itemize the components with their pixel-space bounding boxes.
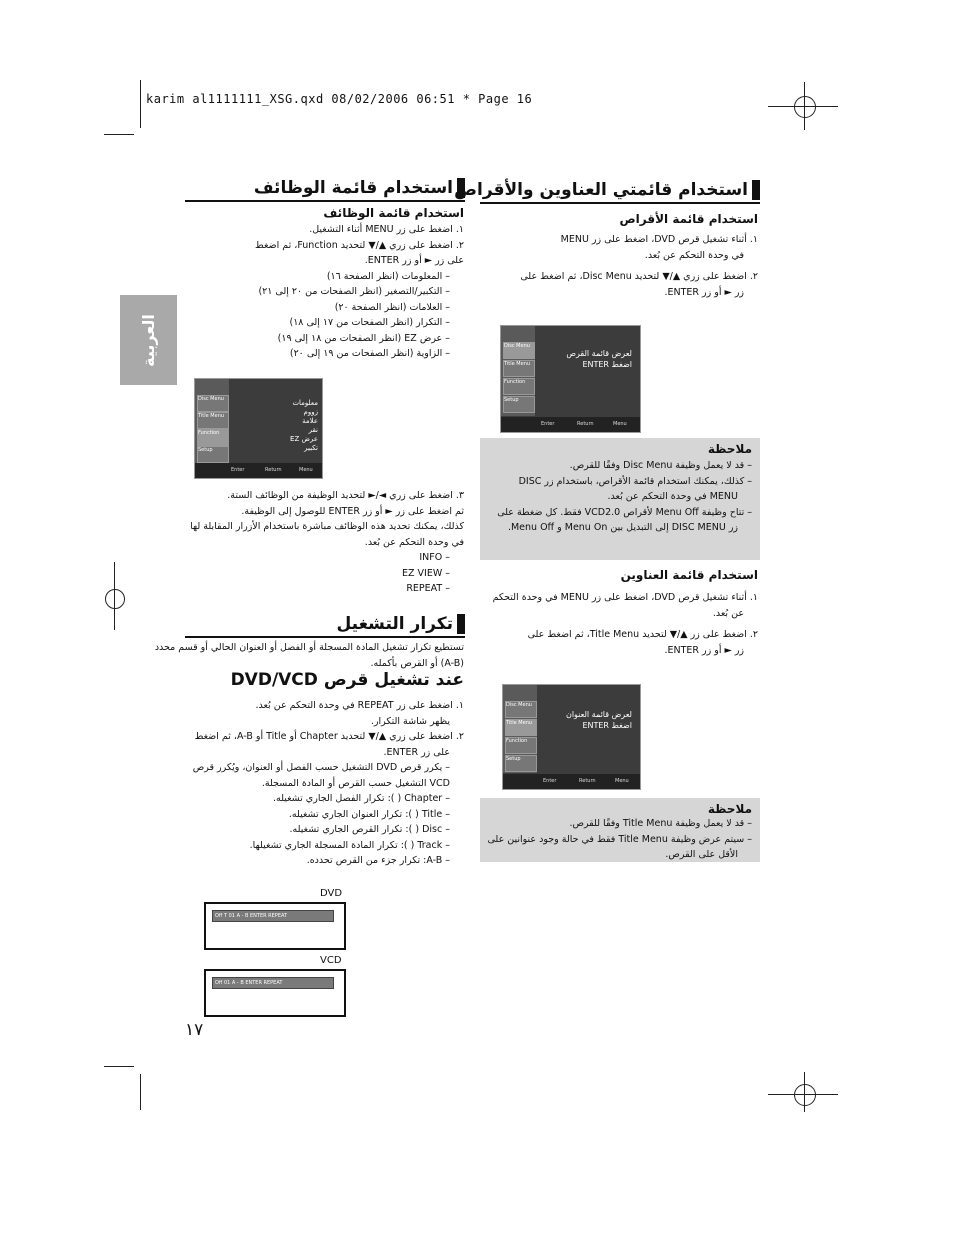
step-line: ١. اضغط على زر REPEAT في وحدة التحكم عن بُعد. xyxy=(255,700,464,711)
step-line: يظهر شاشة التكرار. xyxy=(370,715,450,727)
option: زووم xyxy=(303,408,318,416)
return-hint: Return xyxy=(265,467,282,473)
menu-item-setup: Setup xyxy=(197,446,229,463)
registration-mark-left xyxy=(105,589,125,609)
step-line: – الزاوية (انظر الصفحات من ١٩ إلى ٢٠) xyxy=(289,348,450,359)
step-line: – REPEAT xyxy=(406,583,450,594)
msg-line: لعرض قائمة العنوان xyxy=(565,710,632,719)
step-line: – المعلومات (انظر الصفحة ١٦) xyxy=(326,270,450,282)
menu-item-function: Function xyxy=(197,429,229,446)
sub-title: استخدام قائمة الوظائف xyxy=(323,206,464,220)
step-line: – Disc ( ): تكرار القرص الجاري تشغيله. xyxy=(289,824,450,835)
repeat-title: تكرار التشغيل xyxy=(336,614,453,634)
menu-hint: Menu xyxy=(299,467,313,473)
registration-cross-h xyxy=(768,106,838,107)
title-steps xyxy=(458,590,758,658)
menu-item-setup: Setup xyxy=(505,755,537,772)
registration-mark-top-right xyxy=(794,96,816,118)
note-lines xyxy=(482,458,752,536)
menu-item-disc: Disc Menu xyxy=(505,701,537,718)
note-box-disc xyxy=(480,438,760,560)
menu-item-setup: Setup xyxy=(503,396,535,413)
note-line: – سيتم عرض وظيفة Title Menu فقط في حالة وجود عنوانين على xyxy=(487,833,752,845)
note-lines xyxy=(482,816,752,863)
step-line: – EZ VIEW xyxy=(401,567,450,579)
option: علامة xyxy=(302,417,318,425)
step-line: ٢. اضغط على زري ▲/▼ لتحديد Disc Menu، ثم اضغط على xyxy=(520,271,758,282)
step-line: زر ► أو زر ENTER. xyxy=(664,644,744,656)
title-sub-title: استخدام قائمة العناوين xyxy=(620,568,758,582)
dvd-vcd-title: عند تشغيل قرص DVD/VCD xyxy=(230,670,464,690)
step-line: – التكرار (انظر الصفحات من ١٧ إلى ١٨) xyxy=(289,317,450,328)
step-line: زر ► أو زر ENTER. xyxy=(664,286,744,298)
step-line: – عرض EZ (انظر الصفحات من ١٨ إلى ١٩) xyxy=(277,332,450,344)
step-line: في وحدة التحكم عن بُعد. xyxy=(644,249,744,261)
step-line: – العلامات (انظر الصفحة ٢٠) xyxy=(334,301,450,313)
return-hint: Return xyxy=(577,421,594,427)
intro-line: تستطيع تكرار تشغيل المادة المسجلة أو الفصل أو العنوان الحالي أو قسم محدد xyxy=(154,642,464,653)
step-line: ١. أثناء تشغيل قرص DVD، اضغط على زر MENU في وحدة التحكم xyxy=(492,592,758,603)
note-line: – قد لا يعمل وظيفة Title Menu وفقًا للقرص. xyxy=(569,818,752,829)
step-line: VCD التشغيل حسب القرص أو المادة المسجلة. xyxy=(261,777,450,789)
menu-column xyxy=(503,685,537,773)
intro-line: (A-B) أو القرص بأكمله. xyxy=(370,657,464,669)
step-line: – يكرر قرص DVD التشغيل حسب الفصل أو العنوان، ويُكرر قرص xyxy=(192,762,450,773)
section-title-menus: استخدام قائمتي العناوين والأقراص xyxy=(454,180,748,200)
disc-menu-screenshot xyxy=(500,325,641,433)
note-line: MENU في وحدة التحكم عن بُعد. xyxy=(607,491,738,502)
step-line: – A-B: تكرار جزء من القرص تحدده. xyxy=(306,855,450,866)
section-title: استخدام قائمة الوظائف xyxy=(253,178,453,198)
note-line: – كذلك، يمكنك استخدام قائمة الأقراص، باستخدام زر DISC xyxy=(518,475,752,487)
language-tab-label: العربية xyxy=(139,313,158,367)
step-line: ١. أثناء تشغيل قرص DVD، اضغط على زر MENU xyxy=(560,234,758,245)
menu-column xyxy=(501,326,535,416)
registration-left-v xyxy=(114,562,115,630)
file-slug: karim al1111111_XSG.qxd 08/02/2006 06:51 * Page 16 xyxy=(146,92,533,106)
registration-cross-bottom-h xyxy=(768,1094,838,1095)
function-steps xyxy=(164,222,464,362)
enter-hint: Enter xyxy=(543,778,557,784)
crop-mark-bottom-left-h xyxy=(104,1066,134,1067)
title-menu-message xyxy=(566,709,632,731)
option: عرض EZ xyxy=(290,435,318,443)
step-line: ٢. اضغط على زري ▲/▼ لتحديد Chapter أو Title أو A-B، ثم اضغط xyxy=(194,731,464,742)
menu-hint: Menu xyxy=(615,778,629,784)
note-line: الأقل على القرص. xyxy=(665,849,738,860)
crop-mark-bottom-left-v xyxy=(140,1074,141,1110)
function-menu-screenshot xyxy=(194,378,323,479)
title-marker xyxy=(752,180,760,200)
vcd-repeat-display xyxy=(204,969,346,1017)
msg-line: اضغط ENTER xyxy=(582,360,632,369)
menu-column xyxy=(195,379,229,463)
menu-item-disc: Disc Menu xyxy=(503,342,535,359)
screen-bottom-bar xyxy=(501,417,640,432)
note-line: زر DISC MENU إلى التبديل بين Menu On و Menu Off. xyxy=(507,522,738,533)
section-title-bar-functions xyxy=(185,178,465,202)
registration-cross-bottom-v xyxy=(804,1072,805,1112)
option: تكبير xyxy=(304,444,318,452)
note-box-title xyxy=(480,798,760,862)
dvd-repeat-bar: Off T 01 A - B ENTER REPEAT xyxy=(212,910,334,922)
step-line: ٢. اضغط على زر ▲/▼ لتحديد Title Menu، ثم اضغط على xyxy=(527,629,758,640)
note-title: ملاحظة xyxy=(707,802,752,816)
enter-hint: Enter xyxy=(541,421,555,427)
screen-bottom-bar xyxy=(503,774,640,789)
step-line: عن بُعد. xyxy=(712,607,744,619)
return-hint: Return xyxy=(579,778,596,784)
step-line: على زر ► أو زر ENTER. xyxy=(364,255,464,266)
step-line: ٣. اضغط على زري ◄/► لتحديد الوظيفة من الوظائف الستة. xyxy=(227,490,464,501)
section-title-bar-repeat xyxy=(185,614,465,638)
repeat-intro xyxy=(154,640,464,671)
function-step3 xyxy=(144,488,464,597)
page-number: ١٧ xyxy=(185,1020,204,1040)
menu-item-function: Function xyxy=(503,378,535,395)
title-menu-screenshot xyxy=(502,684,641,790)
dvd-label: DVD xyxy=(320,888,343,899)
note-line: – تتاح وظيفة Menu Off لأقراص VCD2.0 فقط. كل ضغطة على xyxy=(497,506,752,518)
step-line: ٢. اضغط على زري ▲/▼ لتحديد Function، ثم اضغط xyxy=(254,239,464,251)
menu-item-disc: Disc Menu xyxy=(197,395,229,412)
msg-line: لعرض قائمة القرص xyxy=(566,349,632,358)
menu-hint: Menu xyxy=(613,421,627,427)
step-line: على زر ENTER. xyxy=(383,746,450,758)
step-line: – التكبير/التصغير (انظر الصفحات من ٢٠ إلى ٢١) xyxy=(258,286,450,297)
step-line: – INFO xyxy=(419,552,450,563)
step-line: – Track ( ): تكرار المادة المسجلة الجاري تشغيلها. xyxy=(249,839,450,851)
option: نقر xyxy=(308,426,318,434)
repeat-steps xyxy=(164,698,464,869)
option: معلومات xyxy=(292,399,318,407)
registration-mark-bottom-right xyxy=(794,1084,816,1106)
disc-steps xyxy=(458,232,758,300)
vcd-label: VCD xyxy=(320,955,342,966)
msg-line: اضغط ENTER xyxy=(582,721,632,730)
disc-menu-message xyxy=(566,348,632,370)
step-line: ثم اضغط على زر ► أو زر ENTER للوصول إلى الوظيفة. xyxy=(241,505,464,517)
step-line: – Chapter ( ): تكرار الفصل الجاري تشغيله. xyxy=(272,793,450,804)
menu-item-function: Function xyxy=(505,737,537,754)
disc-sub-title: استخدام قائمة الأقراص xyxy=(619,212,758,226)
section-title-bar-menus xyxy=(454,178,760,204)
step-line: كذلك، يمكنك تحديد هذه الوظائف مباشرة باستخدام الأزرار المقابلة لها xyxy=(190,521,464,532)
step-line: في وحدة التحكم عن بُعد. xyxy=(364,536,464,548)
step-line: ١. اضغط على زر MENU أثناء التشغيل. xyxy=(309,224,464,235)
step-line: – Title ( ): تكرار العنوان الجاري تشغيله. xyxy=(288,808,450,820)
vcd-repeat-bar: Off 01 A - B ENTER REPEAT xyxy=(212,977,334,989)
dvd-repeat-display xyxy=(204,902,346,950)
enter-hint: Enter xyxy=(231,467,245,473)
menu-item-title: Title Menu xyxy=(505,719,537,736)
crop-mark-top-left-h xyxy=(104,134,134,135)
crop-mark-top-left-v xyxy=(140,80,141,128)
screen-bottom-bar xyxy=(195,463,322,478)
menu-item-title: Title Menu xyxy=(197,412,229,429)
note-title: ملاحظة xyxy=(707,442,752,456)
menu-item-title: Title Menu xyxy=(503,360,535,377)
function-options xyxy=(290,399,318,453)
note-line: – قد لا يعمل وظيفة Disc Menu وفقًا للقرص. xyxy=(569,460,752,471)
